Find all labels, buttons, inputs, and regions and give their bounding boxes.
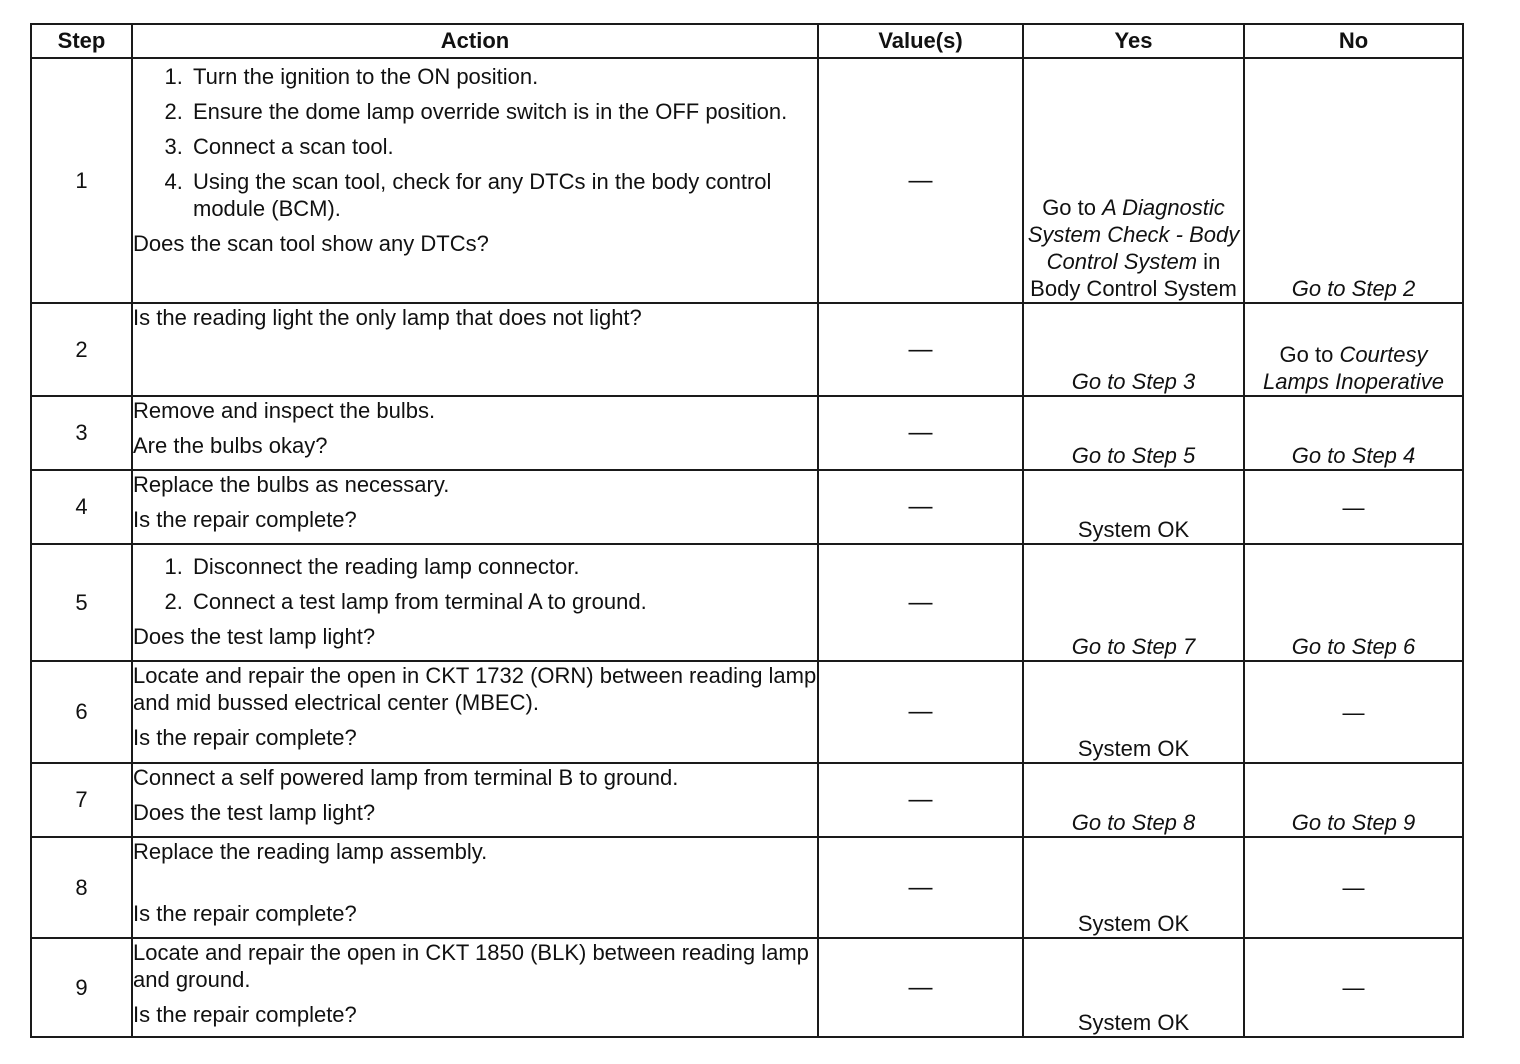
action-question: Are the bulbs okay? — [133, 433, 328, 458]
value-cell: — — [818, 661, 1023, 763]
table-row — [31, 661, 1463, 763]
table-row — [31, 58, 1463, 303]
step-number: 8 — [31, 837, 132, 938]
value-cell: — — [818, 763, 1023, 837]
action-question: Is the repair complete? — [133, 725, 357, 750]
no-cell: — — [1244, 938, 1463, 1037]
header-yes: Yes — [1023, 24, 1244, 58]
yes-cell[interactable]: Go to Step 7 — [1023, 544, 1244, 661]
action-question: Is the reading light the only lamp that does not light? — [133, 305, 642, 330]
step-number: 7 — [31, 763, 132, 837]
action-cell — [132, 837, 818, 938]
header-row — [31, 24, 1463, 58]
yes-cell[interactable]: Go to Step 3 — [1023, 303, 1244, 396]
yes-prefix: Go to — [1042, 195, 1103, 220]
no-cell: — — [1244, 470, 1463, 544]
action-list-item: 1. Turn the ignition to the ON position. — [189, 63, 817, 90]
action-text: Replace the bulbs as necessary. — [133, 472, 450, 497]
action-question: Does the test lamp light? — [133, 624, 376, 649]
yes-link[interactable]: A Diagnostic System Check - Body Control System — [1027, 195, 1240, 274]
table-row — [31, 837, 1463, 938]
action-list-item: 2. Ensure the dome lamp override switch is in the OFF position. — [189, 98, 817, 125]
no-cell[interactable]: Go to Step 9 — [1244, 763, 1463, 837]
value-cell: — — [818, 303, 1023, 396]
header-step: Step — [31, 24, 132, 58]
action-question: Is the repair complete? — [133, 901, 357, 926]
action-cell — [132, 544, 818, 661]
no-cell[interactable]: Go to Step 6 — [1244, 544, 1463, 661]
no-link[interactable]: Courtesy Lamps Inoperative — [1263, 342, 1444, 394]
action-question: Is the repair complete? — [133, 1002, 357, 1027]
step-number: 1 — [31, 58, 132, 303]
header-action: Action — [132, 24, 818, 58]
yes-cell: System OK — [1023, 661, 1244, 763]
value-cell: — — [818, 544, 1023, 661]
action-question: Is the repair complete? — [133, 507, 357, 532]
table-row — [31, 303, 1463, 396]
table-row — [31, 396, 1463, 470]
action-cell — [132, 661, 818, 763]
yes-cell[interactable]: Go to Step 5 — [1023, 396, 1244, 470]
no-cell[interactable]: Go to Step 2 — [1244, 58, 1463, 303]
action-text: Locate and repair the open in CKT 1850 (BLK) between reading lamp and ground. — [133, 940, 809, 992]
yes-cell[interactable]: Go to Step 8 — [1023, 763, 1244, 837]
step-number: 6 — [31, 661, 132, 763]
action-list — [133, 63, 817, 222]
step-number: 3 — [31, 396, 132, 470]
action-question: Does the scan tool show any DTCs? — [133, 231, 489, 256]
step-number: 9 — [31, 938, 132, 1037]
action-list-item: 2. Connect a test lamp from terminal A to ground. — [189, 588, 817, 615]
table-row — [31, 544, 1463, 661]
action-cell — [132, 470, 818, 544]
step-number: 5 — [31, 544, 132, 661]
action-list-item: 1. Disconnect the reading lamp connector. — [189, 553, 817, 580]
action-text: Remove and inspect the bulbs. — [133, 398, 436, 423]
action-list — [133, 553, 817, 615]
value-cell: — — [818, 938, 1023, 1037]
yes-cell: System OK — [1023, 470, 1244, 544]
diagnostic-table — [30, 23, 1464, 1038]
no-prefix: Go to — [1279, 342, 1340, 367]
value-cell: — — [818, 470, 1023, 544]
action-cell — [132, 303, 818, 396]
value-cell: — — [818, 396, 1023, 470]
action-text: Replace the reading lamp assembly. — [133, 839, 488, 864]
header-values: Value(s) — [818, 24, 1023, 58]
no-cell: — — [1244, 661, 1463, 763]
action-text: Locate and repair the open in CKT 1732 (ORN) between reading lamp and mid bussed electrical center (MBEC). — [133, 663, 817, 715]
step-number: 2 — [31, 303, 132, 396]
table-row — [31, 470, 1463, 544]
table-row — [31, 938, 1463, 1037]
value-cell: — — [818, 837, 1023, 938]
action-cell — [132, 763, 818, 837]
table-row — [31, 763, 1463, 837]
yes-cell: System OK — [1023, 837, 1244, 938]
no-cell: — — [1244, 837, 1463, 938]
action-cell — [132, 396, 818, 470]
action-cell — [132, 58, 818, 303]
yes-cell — [1023, 58, 1244, 303]
no-cell — [1244, 303, 1463, 396]
action-cell — [132, 938, 818, 1037]
value-cell: — — [818, 58, 1023, 303]
yes-cell: System OK — [1023, 938, 1244, 1037]
action-question: Does the test lamp light? — [133, 800, 376, 825]
action-text: Connect a self powered lamp from terminal B to ground. — [133, 765, 679, 790]
header-no: No — [1244, 24, 1463, 58]
step-number: 4 — [31, 470, 132, 544]
yes-suffix: in Body Control System — [1030, 249, 1237, 301]
action-list-item: 3. Connect a scan tool. — [189, 133, 817, 160]
no-cell[interactable]: Go to Step 4 — [1244, 396, 1463, 470]
action-list-item: 4. Using the scan tool, check for any DTCs in the body control module (BCM). — [189, 168, 817, 222]
